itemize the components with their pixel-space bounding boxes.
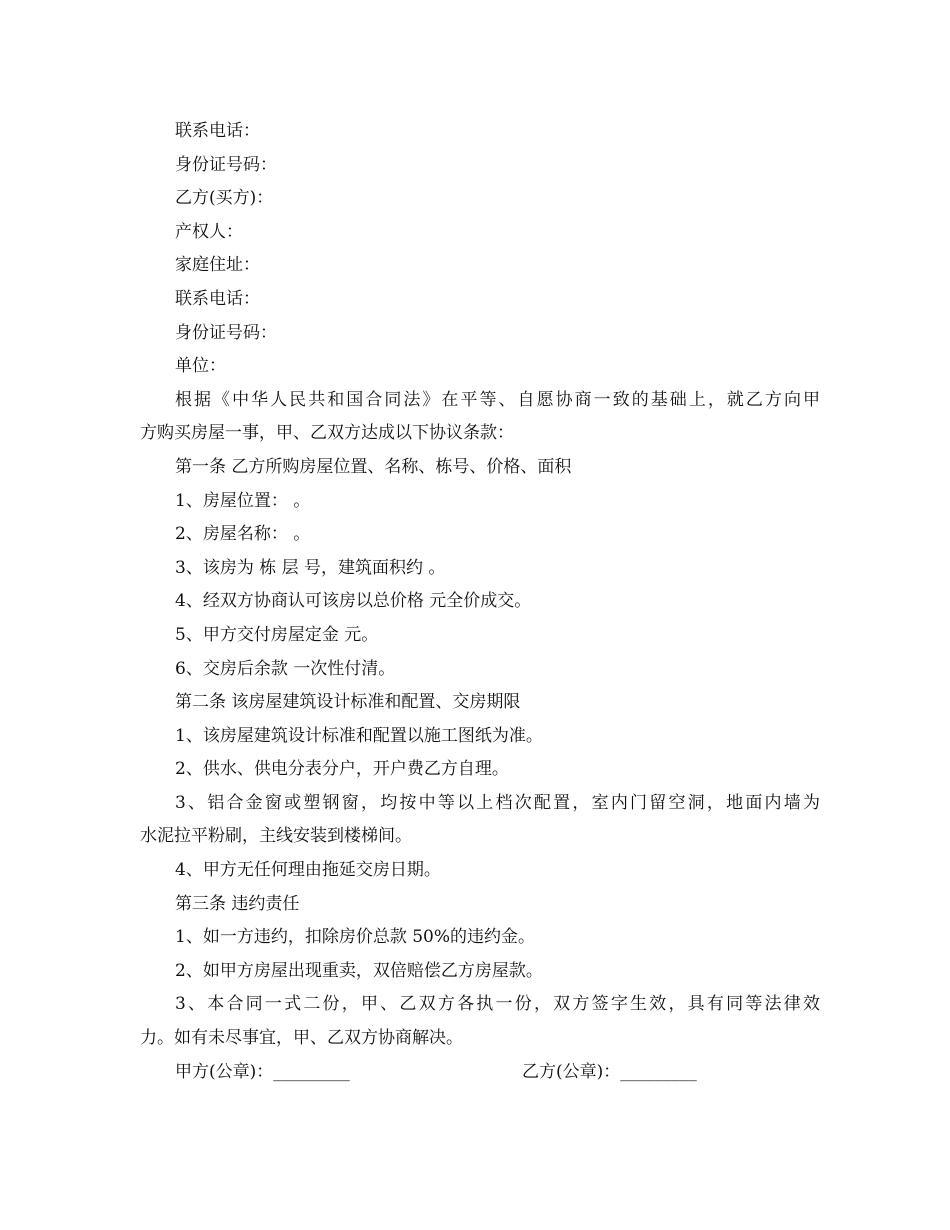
article-1-title: 第一条 乙方所购房屋位置、名称、栋号、价格、面积 xyxy=(175,456,572,477)
article-1-item-6: 6、交房后余款 一次性付清。 xyxy=(175,658,396,679)
party-b-seal: 乙方(公章)：_________ xyxy=(522,1061,697,1082)
property-owner: 产权人： xyxy=(175,221,243,242)
article-2-item-4: 4、甲方无任何理由拖延交房日期。 xyxy=(175,860,441,881)
article-2-item-3-line-2: 水泥拉平粉刷，主线安装到楼梯间。 xyxy=(140,826,412,847)
preamble-line-1: 根据《中华人民共和国合同法》在平等、自愿协商一致的基础上，就乙方向甲 xyxy=(175,389,820,410)
home-address: 家庭住址： xyxy=(175,255,260,276)
work-unit: 单位： xyxy=(175,356,226,377)
party-a-seal: 甲方(公章)：_________ xyxy=(175,1061,350,1082)
article-2-item-2: 2、供水、供电分表分户，开户费乙方自理。 xyxy=(175,759,509,780)
article-3-item-3-line-1: 3、本合同一式二份，甲、乙双方各执一份，双方签字生效，具有同等法律效 xyxy=(175,994,820,1015)
article-3-item-2: 2、如甲方房屋出现重卖，双倍赔偿乙方房屋款。 xyxy=(175,960,543,981)
id-number-b: 身份证号码： xyxy=(175,322,277,343)
article-1-item-2: 2、房屋名称： 。 xyxy=(175,524,311,545)
contact-phone-b: 联系电话： xyxy=(175,288,260,309)
article-1-item-4: 4、经双方协商认可该房以总价格 元全价成交。 xyxy=(175,591,532,612)
article-1-item-5: 5、甲方交付房屋定金 元。 xyxy=(175,624,379,645)
contact-phone-a: 联系电话： xyxy=(175,121,260,141)
id-number-a: 身份证号码： xyxy=(175,154,277,175)
article-3-item-1: 1、如一方违约，扣除房价总款 50%的违约金。 xyxy=(175,927,536,948)
article-3-item-3-line-2: 力。如有未尽事宜，甲、乙双方协商解决。 xyxy=(140,1028,463,1049)
preamble-line-2: 方购买房屋一事，甲、乙双方达成以下协议条款： xyxy=(140,423,514,444)
contract-body xyxy=(140,115,820,1089)
article-2-title: 第二条 该房屋建筑设计标准和配置、交房期限 xyxy=(175,692,521,713)
signature-row xyxy=(140,1056,820,1090)
article-2-item-1: 1、该房屋建筑设计标准和配置以施工图纸为准。 xyxy=(175,725,543,746)
party-b-heading: 乙方(买方)： xyxy=(175,188,274,209)
article-3-title: 第三条 违约责任 xyxy=(175,893,300,914)
article-1-item-1: 1、房屋位置： 。 xyxy=(175,490,311,511)
article-2-item-3-line-1: 3、铝合金窗或塑钢窗，均按中等以上档次配置，室内门留空洞，地面内墙为 xyxy=(175,792,820,813)
article-1-item-3: 3、该房为 栋 层 号，建筑面积约 。 xyxy=(175,557,446,578)
